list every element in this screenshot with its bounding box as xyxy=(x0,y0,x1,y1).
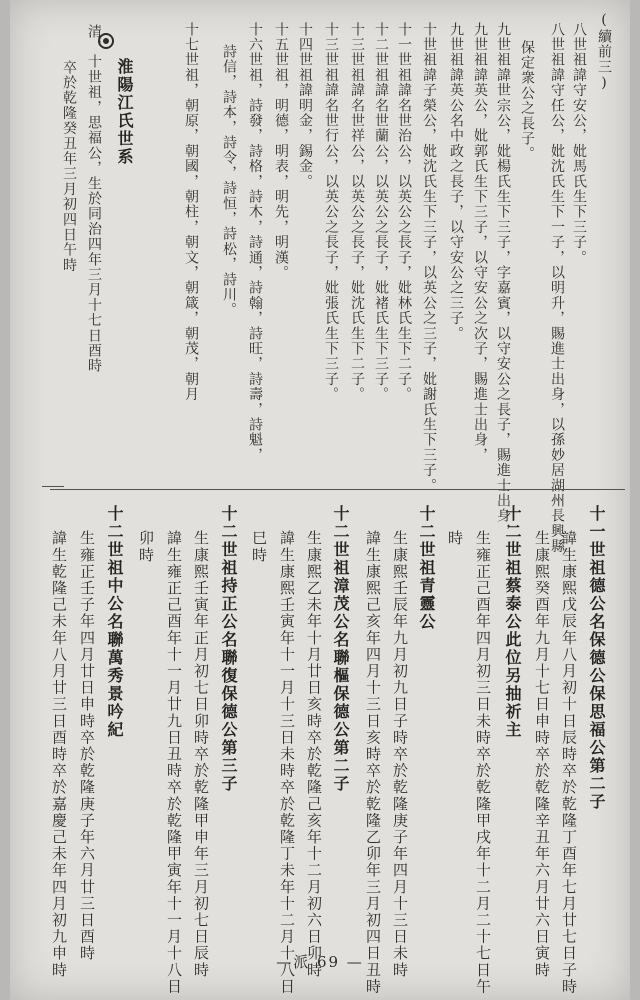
text-column: 清，十世祖，思福公，生於同治四年三月十七日酉時 xyxy=(86,24,102,374)
text-column: 生康熙癸酉年九月十七日申時卒於乾隆辛丑年六月廿六日寅時 xyxy=(533,530,551,979)
text-column: 十三世祖諱名世行公，以英公之長子，妣張氏生下三子。 xyxy=(323,22,339,402)
divider-short xyxy=(42,486,64,487)
text-column: 八世祖諱守安公，妣馬氏生下三子。 xyxy=(571,22,587,266)
text-column: 諱生雍正己酉年十一月廿九日丑時卒於乾隆甲寅年十一月十八日 xyxy=(165,530,183,995)
text-column: 十七世祖，朝原，朝國，朝柱，朝文，朝箴，朝茂，朝月 xyxy=(183,22,199,402)
text-column: 九世祖諱英公名中政之長子，以守安公之三子。 xyxy=(448,22,464,342)
text-column: 十二世祖諱名世蘭公，以英公之長子，妣褚氏生下三子。 xyxy=(373,22,389,402)
text-column: 生雍正己酉年四月初三日未時卒於乾隆甲戌年十二月二十七日午 xyxy=(474,530,492,995)
text-column: 十二世祖蔡泰公此位另抽祈主 xyxy=(503,505,522,739)
text-column: 十世祖諱子榮公，妣沈氏生下三子，以英公之三子，妣謝氏生下三子。 xyxy=(421,22,437,494)
text-column: 九世祖諱世宗公，妣楊氏生下三子，字嘉賓，以守安公之長子，賜進士出身， xyxy=(495,22,511,539)
text-column: 生康熙壬辰年九月初九日子時卒於乾隆庚子年四月十三日未時 xyxy=(391,530,409,979)
text-column: 八世祖諱守任公，妣沈氏生下一子，以明升，賜進士出身，以孫妙居湖州長興縣 xyxy=(549,22,565,554)
text-column: 生康熙壬寅年正月初七日卯時卒於乾隆甲申年三月初七日辰時 xyxy=(192,530,210,979)
text-column: 卒於乾隆癸丑年三月初四日午時 xyxy=(61,60,77,273)
text-column: 卯時 xyxy=(137,530,155,564)
section-title: 淮陽江氏世系 xyxy=(115,58,134,166)
text-column: 十二世祖漳茂公名聯樞保德公第二子 xyxy=(331,505,350,793)
text-column: 諱生康熙戊辰年八月初十日辰時卒於乾隆丁酉年七月廿七日子時 xyxy=(560,530,578,995)
text-column: (續前三) xyxy=(596,12,612,92)
section-divider xyxy=(50,489,625,490)
text-column: 生雍正壬子年四月廿日申時卒於乾隆庚子年六月廿三日酉時 xyxy=(78,530,96,962)
text-column: 十一世祖德公名保德公保思福公第二子 xyxy=(587,505,606,811)
text-column: 生康熙乙未年十月廿日亥時卒於乾隆己亥年十二月初六日卯時 xyxy=(305,530,323,979)
text-column: 時 xyxy=(446,530,464,547)
text-column: 十三世祖諱名世祥公，以英公之長子，妣沈氏生下二子。 xyxy=(349,22,365,402)
text-column: 十六世祖，詩發，詩格，詩木，詩通，詩翰，詩旺，詩壽，詩魁， xyxy=(247,22,263,463)
text-column: 十五世祖，明德，明表，明先，明漢。 xyxy=(273,22,289,281)
text-column: 十二世祖中公名聯萬秀景吟紀 xyxy=(105,505,124,739)
page-number: —派 69 — xyxy=(276,953,364,971)
text-column: 諱生乾隆己未年八月廿三日酉時卒於嘉慶己未年四月初九申時 xyxy=(50,530,68,979)
text-column: 巳時 xyxy=(250,530,268,564)
text-column: 十二世祖持正公名聯復保德公第三子 xyxy=(219,505,238,793)
text-column: 十一世祖諱名世治公，以英公之長子，妣林氏生下二子。 xyxy=(396,22,412,402)
text-column: 九世祖諱英公，妣郭氏生下三子，以守安公之次子，賜進士出身， xyxy=(472,22,488,463)
text-column: 保定衆公之長子。 xyxy=(519,40,535,162)
text-column: 十二世祖青靈公 xyxy=(417,505,436,631)
document-page xyxy=(10,0,630,1000)
text-column: 詩信，詩本，詩令，詩恒，詩松，詩川。 xyxy=(221,44,237,318)
text-column: 諱生康熙己亥年四月十三日亥時卒於乾隆乙卯年三月初四日丑時 xyxy=(364,530,382,995)
text-column: 十四世祖諱明金，錫金。 xyxy=(297,22,313,190)
text-column: 諱生康熙壬寅年十一月十三日未時卒於乾隆丁未年十二月十八日 xyxy=(278,530,296,995)
